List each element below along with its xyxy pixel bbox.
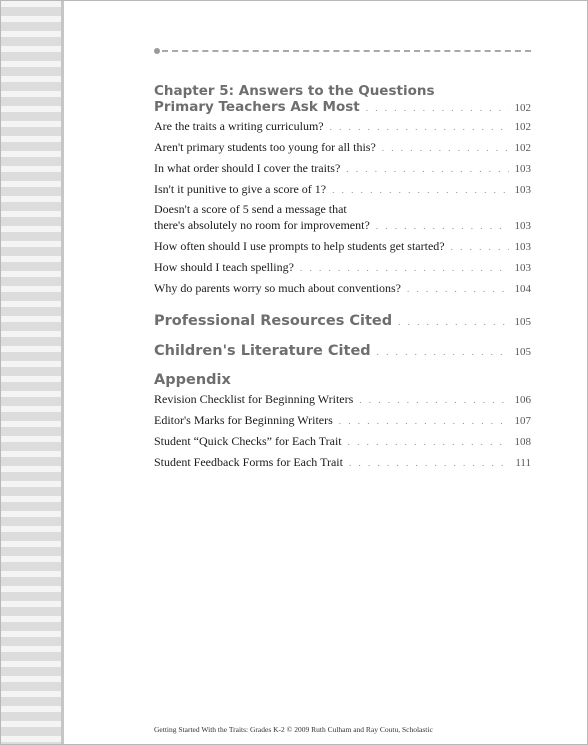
entry-title: Are the traits a writing curriculum?: [154, 119, 324, 133]
leader-dots: [332, 185, 508, 195]
entry-title-line1[interactable]: Doesn't a score of 5 send a message that: [154, 202, 347, 216]
leader-dots: [348, 437, 509, 447]
toc-entry[interactable]: [154, 182, 531, 198]
entry-title: How often should I use prompts to help students get started?: [154, 239, 445, 253]
leader-dots: [330, 122, 509, 132]
toc-entry[interactable]: [154, 218, 531, 234]
entry-title: Why do parents worry so much about conventions?: [154, 281, 401, 295]
header-dashed-rule: [154, 48, 531, 54]
toc-entry[interactable]: [154, 392, 531, 408]
leader-dots: [376, 221, 509, 231]
leader-dots: [398, 317, 508, 327]
entry-title: Student “Quick Checks” for Each Trait: [154, 434, 342, 448]
toc-entry[interactable]: [154, 281, 531, 297]
leader-dots: [451, 242, 509, 252]
leader-dots: [382, 143, 509, 153]
toc-entry[interactable]: [154, 140, 531, 156]
page-number: 111: [515, 457, 531, 469]
section-title: Children's Literature Cited: [154, 343, 371, 359]
toc-entry[interactable]: [154, 434, 531, 450]
entry-title: Isn't it punitive to give a score of 1?: [154, 182, 327, 196]
entry-title: Student Feedback Forms for Each Trait: [154, 455, 343, 469]
page-number: 105: [514, 316, 531, 328]
rule-dot: [154, 48, 160, 54]
margin-divider: [61, 1, 64, 745]
entry-title: Editor's Marks for Beginning Writers: [154, 413, 333, 427]
toc-entry[interactable]: [154, 119, 531, 135]
page-footer: Getting Started With the Traits: Grades K-2 © 2009 Ruth Culham and Ray Coutu, Scholastic: [154, 725, 433, 734]
page-number: 103: [514, 241, 531, 253]
toc-entry[interactable]: [154, 455, 531, 471]
striped-margin: [1, 1, 61, 745]
page-number: 103: [514, 163, 531, 175]
entry-title: Revision Checklist for Beginning Writers: [154, 392, 354, 406]
page-number: 104: [514, 283, 531, 295]
section-title: Professional Resources Cited: [154, 313, 393, 329]
leader-dots: [346, 164, 508, 174]
page-number: 102: [514, 121, 531, 133]
page-number: 103: [514, 220, 531, 232]
page-number: 106: [514, 394, 531, 406]
leader-dots: [377, 347, 509, 357]
chapter5-heading-line1: Chapter 5: Answers to the Questions: [154, 83, 435, 99]
toc-entry[interactable]: [154, 161, 531, 177]
page-number: 102: [514, 142, 531, 154]
toc-entry[interactable]: [154, 413, 531, 429]
entry-title: How should I teach spelling?: [154, 260, 294, 274]
page-number: 105: [514, 346, 531, 358]
appendix-heading: Appendix: [154, 372, 231, 388]
entry-title: Aren't primary students too young for all this?: [154, 140, 376, 154]
toc-entry-chapter5-heading[interactable]: [154, 99, 531, 115]
leader-dots: [407, 284, 509, 294]
leader-dots: [300, 263, 509, 273]
page-number: 103: [514, 262, 531, 274]
toc-entry[interactable]: [154, 260, 531, 276]
page-number: 102: [514, 102, 531, 114]
leader-dots: [359, 395, 508, 405]
chapter5-heading-line2: Primary Teachers Ask Most: [154, 99, 360, 115]
leader-dots: [349, 458, 509, 468]
toc-entry[interactable]: [154, 239, 531, 255]
leader-dots: [366, 103, 509, 113]
toc-entry-childrens-literature[interactable]: [154, 343, 531, 361]
entry-title: In what order should I cover the traits?: [154, 161, 341, 175]
entry-title-line2: there's absolutely no room for improvement?: [154, 218, 370, 232]
page-number: 108: [514, 436, 531, 448]
leader-dots: [339, 416, 509, 426]
toc-entry-professional-resources[interactable]: [154, 313, 531, 331]
page-number: 103: [514, 184, 531, 196]
rule-dash-line: [162, 50, 531, 52]
page-number: 107: [514, 415, 531, 427]
